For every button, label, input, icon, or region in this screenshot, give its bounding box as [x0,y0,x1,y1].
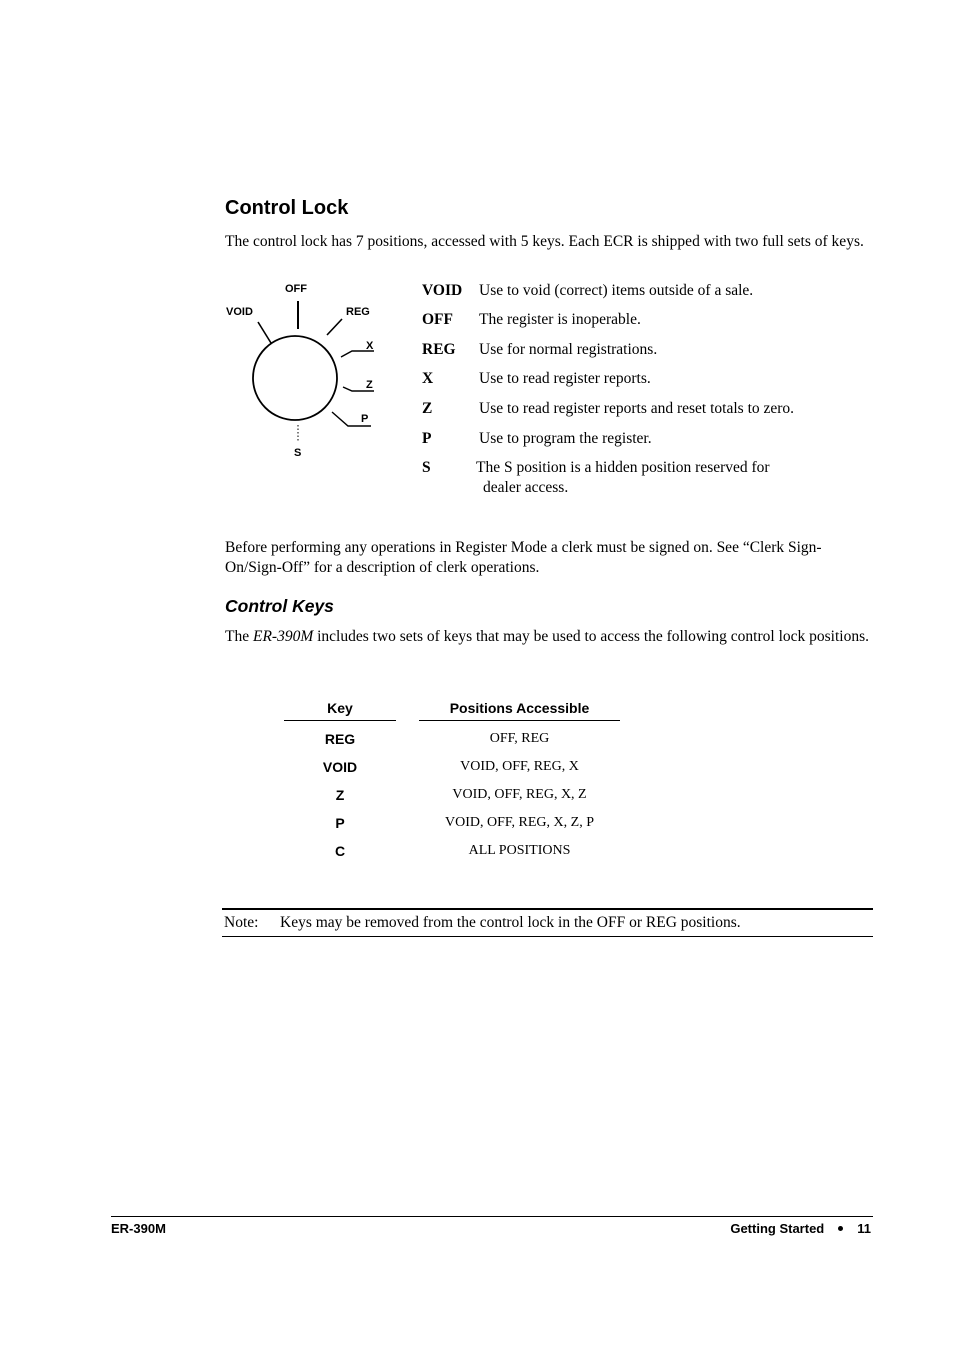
register-mode-paragraph: Before performing any operations in Register Mode a clerk must be signed on. See “Clerk Sign-On/Sign-Off” for a description of clerk operations. [225,539,822,576]
position-description: dealer access. [483,479,569,496]
subsection-title: Control Keys [225,596,334,616]
table-cell-key: C [334,843,346,859]
table-cell-positions: VOID, OFF, REG, X, Z, P [444,815,594,830]
table-cell-positions: ALL POSITIONS [468,843,571,858]
note-text: Keys may be removed from the control lock in the OFF or REG positions. [280,914,741,931]
table-cell-positions: VOID, OFF, REG, X [460,759,579,774]
lock-dial [253,336,337,420]
table-cell-key: Z [335,787,345,803]
control-lock-graphic [224,279,384,461]
position-key: Z [422,400,433,417]
note-label: Note: [224,914,259,931]
position-key: S [422,459,431,476]
table-cell-key: P [335,815,345,831]
intro-paragraph: The control lock has 7 positions, accessed with 5 keys. Each ECR is shipped with two full sets of keys. [225,233,864,250]
position-key: REG [422,341,456,358]
footer-right [730,1221,871,1236]
control-lock-diagram [224,279,384,461]
position-key: VOID [422,282,463,299]
table-header-key: Key [327,700,353,716]
lock-label-off: OFF [285,283,307,295]
table-cell-positions: OFF, REG [489,731,550,746]
model-name: ER-390M [252,628,314,645]
void-tick [258,322,271,343]
table-header-positions: Positions Accessible [449,700,590,716]
page-number: 11 [857,1221,871,1236]
position-key: P [422,430,432,447]
position-key: X [422,370,434,387]
keys-intro-suffix: includes two sets of keys that may be used to access the following control lock positions. [313,628,869,645]
bullet-icon [838,1226,843,1231]
table-cell-key: VOID [322,759,358,775]
footer-section: Getting Started [730,1221,825,1236]
lock-label-s: S [294,447,302,459]
lock-label-reg: REG [346,306,370,318]
table-row [284,843,624,865]
position-description: Use to program the register. [479,430,652,447]
keys-intro-prefix: The [225,628,253,645]
lock-label-void: VOID [226,306,253,318]
position-description: Use to void (correct) items outside of a sale. [479,282,754,299]
lock-label-p: P [361,413,369,425]
note-box [222,908,873,937]
footer-model: ER-390M [111,1221,166,1236]
position-description: Use to read register reports. [479,370,651,387]
reg-tick [327,319,342,335]
table-row [284,815,624,837]
table-cell-positions: VOID, OFF, REG, X, Z [452,787,587,802]
position-description: The register is inoperable. [479,311,641,328]
lock-label-z: Z [366,379,373,391]
lock-label-x: X [366,340,374,352]
table-cell-key: REG [324,731,356,747]
page-footer [111,1216,873,1236]
table-row [284,731,624,753]
table-header-rule [284,720,396,721]
position-description: Use for normal registrations. [479,341,658,358]
position-description: The S position is a hidden position reserved for [476,459,770,476]
position-key: OFF [422,311,453,328]
position-description: Use to read register reports and reset totals to zero. [479,400,795,417]
table-row [284,759,624,781]
keys-intro-paragraph [225,627,875,647]
section-title: Control Lock [225,197,349,219]
table-header-rule [419,720,620,721]
table-row [284,787,624,809]
